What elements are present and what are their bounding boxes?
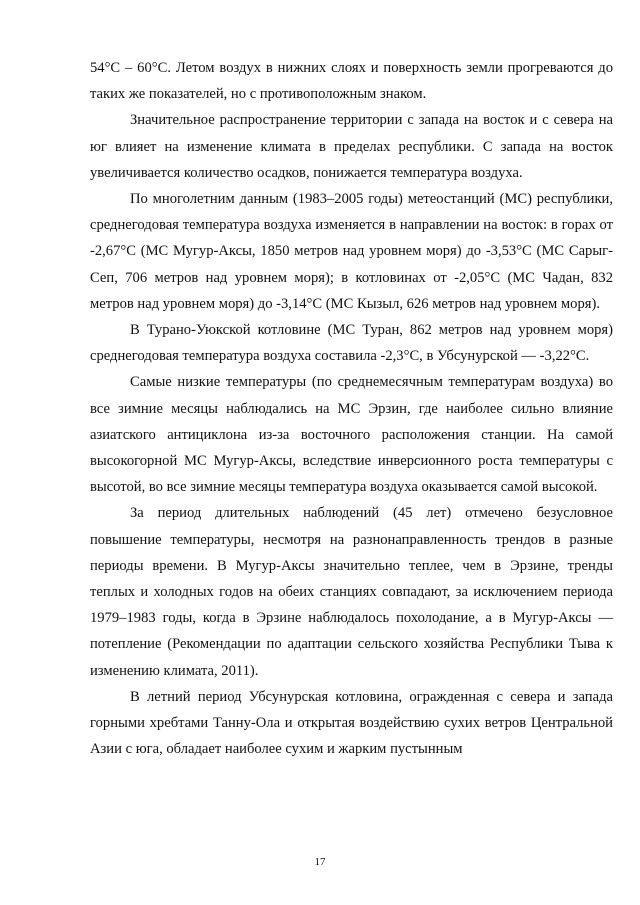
paragraph-7: В летний период Убсунурская котловина, огражденная с севера и запада горными хребтами Танну-Ола и открытая воздействию сухих ветров Центральной Азии с юга, обладает наиболее сухим и жарким пустынным: [90, 688, 613, 758]
paragraph-1: 54°C – 60°C. Летом воздух в нижних слоях и поверхность земли прогреваются до таких же показателей, но с противоположным знаком.: [90, 60, 613, 103]
body-text: [90, 55, 613, 762]
paragraph-4: В Турано-Уюкской котловине (МС Туран, 862 метров над уровнем моря) среднегодовая температура воздуха составила -2,3°C, в Убсунурской — -3,22°C.: [90, 322, 613, 365]
paragraph-5: Самые низкие температуры (по среднемесячным температурам воздуха) во все зимние месяцы наблюдались на МС Эрзин, где наиболее сильно влияние азиатского антициклона из-за восточного расположения станции. На самой высокогорной МС Мугур-Аксы, вследствие инверсионного роста температуры с высотой, во все зимние месяцы температура воздуха оказывается самой высокой.: [90, 374, 613, 496]
paragraph-2: Значительное распространение территории с запада на восток и с севера на юг влияет на изменение климата в пределах республики. С запада на восток увеличивается количество осадков, понижается температура воздуха.: [90, 112, 613, 181]
page-number: 17: [314, 856, 326, 868]
paragraph-6: За период длительных наблюдений (45 лет) отмечено безусловное повышение температуры, несмотря на разнонаправленность трендов в разные периоды времени. В Мугур-Аксы значительно теплее, чем в Эрзине, тренды теплых и холодных годов на обеих станциях совпадают, за исключением периода 1979–1983 годы, когда в Эрзине наблюдалось похолодание, а в Мугур-Аксы — потепление (Рекомендации по адаптации сельского хозяйства Республики Тыва к изменению климата, 2011).: [90, 505, 613, 679]
paragraph-3: По многолетним данным (1983–2005 годы) метеостанций (МС) республики, среднегодовая температура воздуха изменяется в направлении на восток: в горах от -2,67°C (МС Мугур-Аксы, 1850 метров над уровнем моря) до -3,53°C (МС Сарыг-Сеп, 706 метров над уровнем моря); в котловинах от -2,05°C (МС Чадан, 832 метров над уровнем моря) до -3,14°C (МС Кызыл, 626 метров над уровнем моря).: [90, 191, 613, 312]
